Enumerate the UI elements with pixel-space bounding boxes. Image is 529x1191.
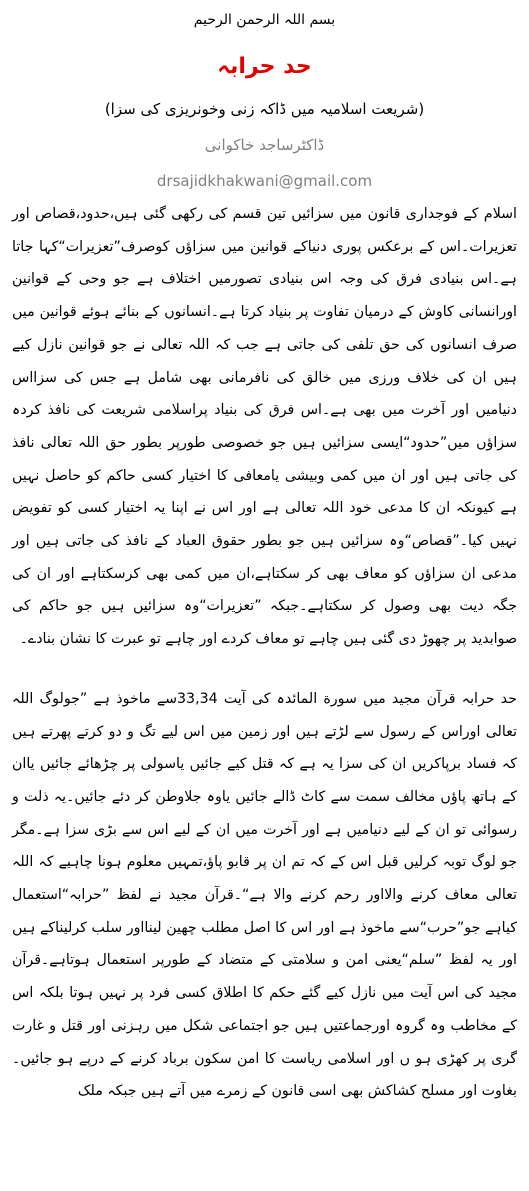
article-title: حد حرابہ [217,54,312,79]
article-body [12,198,517,1108]
bismillah-heading: بسم اللہ الرحمن الرحیم [193,12,336,28]
body-paragraph-1: اسلام کے فوجداری قانون میں سزائیں تین قسم کی رکھی گئی ہیں،حدود،قصاص اور تعزیرات۔اس کے برعکس پوری دنیاکے قوانین میں سزاؤں کوصرف”تعزیرات“کہا جاتا ہے۔اس بنیادی فرق کی وجہ اس بنیادی تصورمیں اختلاف ہے جو وحی کے قوانین اورانسانی کاوش کے درمیان تفاوت پر بنیاد کرتا ہے۔انسانوں کے بنائے ہوئے قوانین میں صرف انسانوں کی حق تلفی کی جاتی ہے جب کہ اللہ تعالی نے جو قوانین نازل کیے ہیں ان کی خلاف ورزی میں خالق کی نافرمانی بھی شامل ہے جس کی سزااس دنیامیں اور آخرت میں بھی ہے۔اس فرق کی بنیاد پراسلامی شریعت کی نافذ کردہ سزاؤں میں”حدود“ایسی سزائیں ہیں جو خصوصی طورپر بطور حق اللہ تعالی نافذ کی جاتی ہیں اور ان میں کمی وبیشی یامعافی کا اختیار کسی حاکم کو حاصل نہیں ہے کیونکہ ان کا مدعی خود اللہ تعالی ہے اور اس نے اپنا یہ اختیار کسی کو تفویض نہیں کیا۔”قصاص“وہ سزائیں ہیں جو بطور حقوق العباد کے نافذ کی جاتی ہیں اور مدعی ان سزاؤں کو معاف بھی کر سکتاہے،ان میں کمی بھی کرسکتاہے اور ان کی جگہ دیت بھی وصول کر سکتاہے۔جبکہ ”تعزیرات“وہ سزائیں ہیں جو حاکم کی صوابدید پر چھوڑ دی گئی ہیں چاہے تو معاف کردے اور چاہے تو عبرت کا نشان بنادے۔ [12,206,517,648]
body-paragraph-2: حد حرابہ قرآن مجید میں سورة المائدہ کی آیت 33,34سے ماخوذ ہے ”جولوگ اللہ تعالی اوراس کے رسول سے لڑتے ہیں اور زمین میں اس لیے تگ و دو کرتے پھرتے ہیں کہ فساد برپاکریں ان کی سزا یہ ہے کہ قتل کیے جائیں یاسولی پر چڑھائے جائیں یاان کے ہاتھ پاؤں مخالف سمت سے کاٹ ڈالے جائیں یاوہ جلاوطن کر دئے جائیں۔یہ ذلت و رسوائی تو ان کے لیے دنیامیں ہے اور آخرت میں ان کے لیے اس سے بڑی سزا ہے۔مگر جو لوگ توبہ کرلیں قبل اس کے کہ تم ان پر قابو پاؤ،تمہیں معلوم ہونا چاہیے کہ اللہ تعالی معاف کرنے والااور رحم کرنے والا ہے“۔قرآن مجید نے لفظ ”حرابہ“استعمال کیاہے جو”حرب“سے ماخوذ ہے اور اس کا اصل مطلب چھین لینااور سلب کرلیناکے ہیں اور یہ لفظ ”سلم“یعنی امن و سلامتی کے متضاد کے طورپر استعمال ہوتاہے۔قرآن مجید کی اس آیت میں نازل کیے گئے حکم کا اطلاق کسی فرد پر نہیں ہوتا بلکہ اس کے مخاطب وہ گروہ اورجماعتیں ہیں جو اجتماعی شکل میں رہزنی اور قتل و غارت گری پر کھڑی ہو ں اور اسلامی ریاست کا امن سکون برباد کرنے کے درپے ہو جائیں۔بغاوت اور مسلح کشاکش بھی اسی قانون کے زمرے میں آتے ہیں جبکہ ملک [12,690,517,1100]
author-name: ڈاکٹرساجد خاکوانی [204,136,325,154]
author-email[interactable]: drsajidkhakwani@gmail.com [156,172,373,190]
article-subtitle: (شریعت اسلامیہ میں ڈاکہ زنی وخونریزی کی سزا) [104,100,425,118]
